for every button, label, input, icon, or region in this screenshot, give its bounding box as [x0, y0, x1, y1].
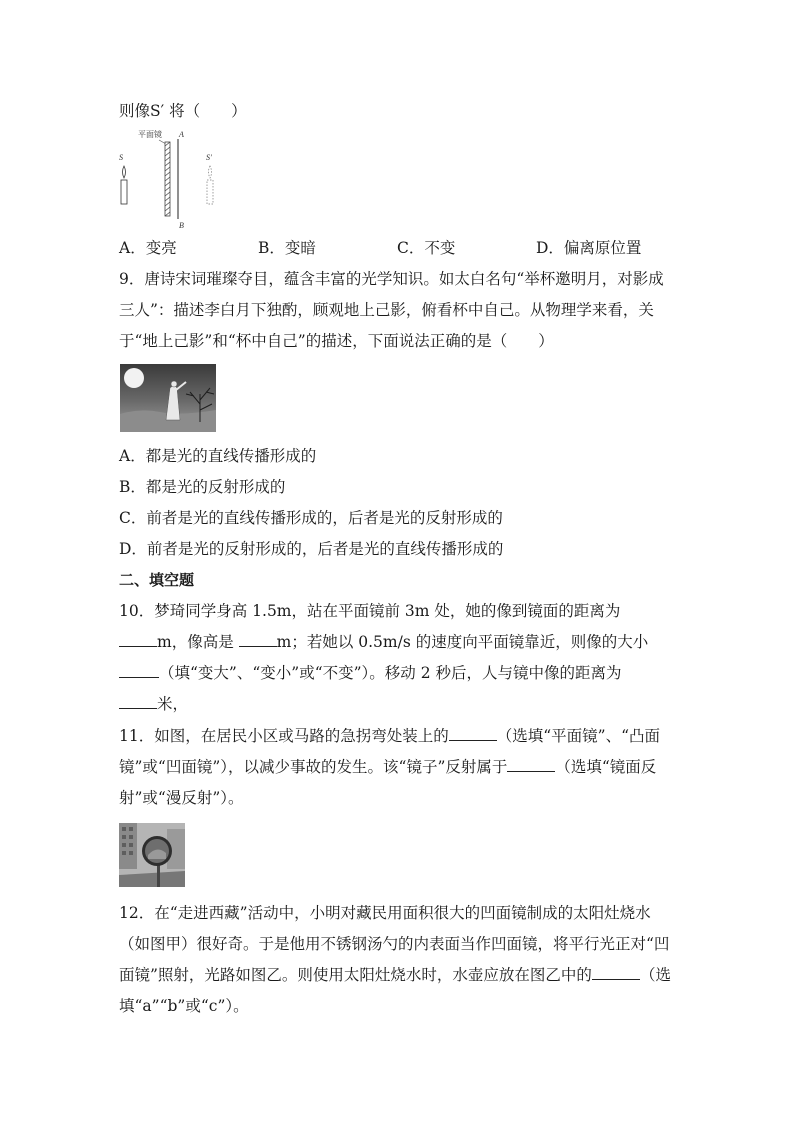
- convex-mirror-photo: [119, 823, 185, 887]
- q11-line-3: 射”或“漫反射”）。: [119, 789, 244, 807]
- q9-option-c[interactable]: C．前者是光的直线传播形成的，后者是光的反射形成的: [119, 509, 503, 527]
- object-s-label: S: [119, 153, 123, 162]
- q10-line-1: 10．梦琦同学身高 1.5m，站在平面镜前 3m 处，她的像到镜面的距离为: [119, 602, 621, 620]
- q10-line-4: [119, 694, 188, 714]
- q10-line-2-a: m，像高是: [157, 633, 239, 651]
- q11-line-1-b: （选填“平面镜”、“凸面: [496, 727, 661, 745]
- q8-option-b[interactable]: B．变暗: [258, 239, 316, 257]
- q10-line-2: [119, 632, 648, 652]
- q8-stem-tail: 则像S′ 将（ ）: [119, 102, 247, 120]
- q12-line-3: [119, 965, 671, 985]
- q12-line-4: 填“a”“b”或“c”）。: [119, 997, 249, 1015]
- q12-blank-position[interactable]: [592, 965, 640, 980]
- moonlight-drinking-illustration: [120, 364, 216, 432]
- point-b-label: B: [179, 221, 184, 230]
- mirror-label: 平面镜: [138, 130, 162, 139]
- q11-blank-reflection-type[interactable]: [507, 757, 555, 772]
- q8-option-d[interactable]: D．偏离原位置: [536, 239, 642, 257]
- q10-line-2-b: m；若她以 0.5m/s 的速度向平面镜靠近，则像的大小: [276, 633, 649, 651]
- q10-line-3: [119, 663, 622, 683]
- q11-line-2-b: （选填“镜面反: [555, 758, 657, 776]
- image-s-label: S′: [206, 153, 212, 162]
- q12-line-3-a: 面镜”照射，光路如图乙。则使用太阳灶烧水时，水壶应放在图乙中的: [119, 966, 592, 984]
- q9-line-2: 三人”：描述李白月下独酌，顾观地上己影，俯看杯中自己。从物理学来看，关: [119, 301, 654, 319]
- candle-flame-icon: [123, 166, 126, 178]
- q12-line-2: （如图甲）很好奇。于是他用不锈钢汤勺的内表面当作凹面镜，将平行光正对“凹: [119, 935, 670, 953]
- image-candle-body: [207, 180, 213, 204]
- q10-blank-distance-after[interactable]: [119, 694, 157, 709]
- q10-line-3-text: （填“变大”、“变小”或“不变”）。移动 2 秒后，人与镜中像的距离为: [159, 664, 622, 682]
- plane-mirror-figure: [116, 126, 224, 230]
- q10-blank-height[interactable]: [239, 632, 277, 647]
- q11-line-1-a: 11．如图，在居民小区或马路的急拐弯处装上的: [119, 727, 449, 745]
- building-left: [119, 823, 137, 869]
- q11-line-2-a: 镜”或“凹面镜”），以减少事故的发生。该“镜子”反射属于: [119, 758, 508, 776]
- q11-line-2: [119, 757, 656, 777]
- section-heading-fill-blank: 二、填空题: [119, 571, 195, 589]
- q10-blank-distance[interactable]: [119, 632, 157, 647]
- q11-blank-mirror-type[interactable]: [449, 726, 497, 741]
- q12-line-1: 12．在“走进西藏”活动中，小明对藏民用面积很大的凹面镜制成的太阳灶烧水: [119, 904, 651, 922]
- q9-option-d[interactable]: D．前者是光的反射形成的，后者是光的直线传播形成的: [119, 540, 504, 558]
- q11-line-1: [119, 726, 660, 746]
- candle-body: [121, 180, 127, 204]
- q12-line-3-b: （选: [639, 966, 671, 984]
- moon-icon: [124, 368, 144, 388]
- q9-line-3: 于“地上己影”和“杯中自己”的描述，下面说法正确的是（ ）: [119, 332, 554, 350]
- poet-head: [171, 381, 177, 387]
- q9-option-b[interactable]: B．都是光的反射形成的: [119, 478, 286, 496]
- q10-line-4-text: 米，: [157, 695, 189, 713]
- q10-blank-size[interactable]: [119, 663, 159, 678]
- q9-line-1: 9．唐诗宋词璀璨夺目，蕴含丰富的光学知识。如太白名句“举杯邀明月，对影成: [119, 270, 664, 288]
- q8-option-a[interactable]: A．变亮: [119, 239, 177, 257]
- point-a-label: A: [179, 130, 184, 139]
- q9-option-a[interactable]: A．都是光的直线传播形成的: [119, 447, 317, 465]
- image-flame-icon: [209, 166, 212, 178]
- q8-option-c[interactable]: C．不变: [397, 239, 456, 257]
